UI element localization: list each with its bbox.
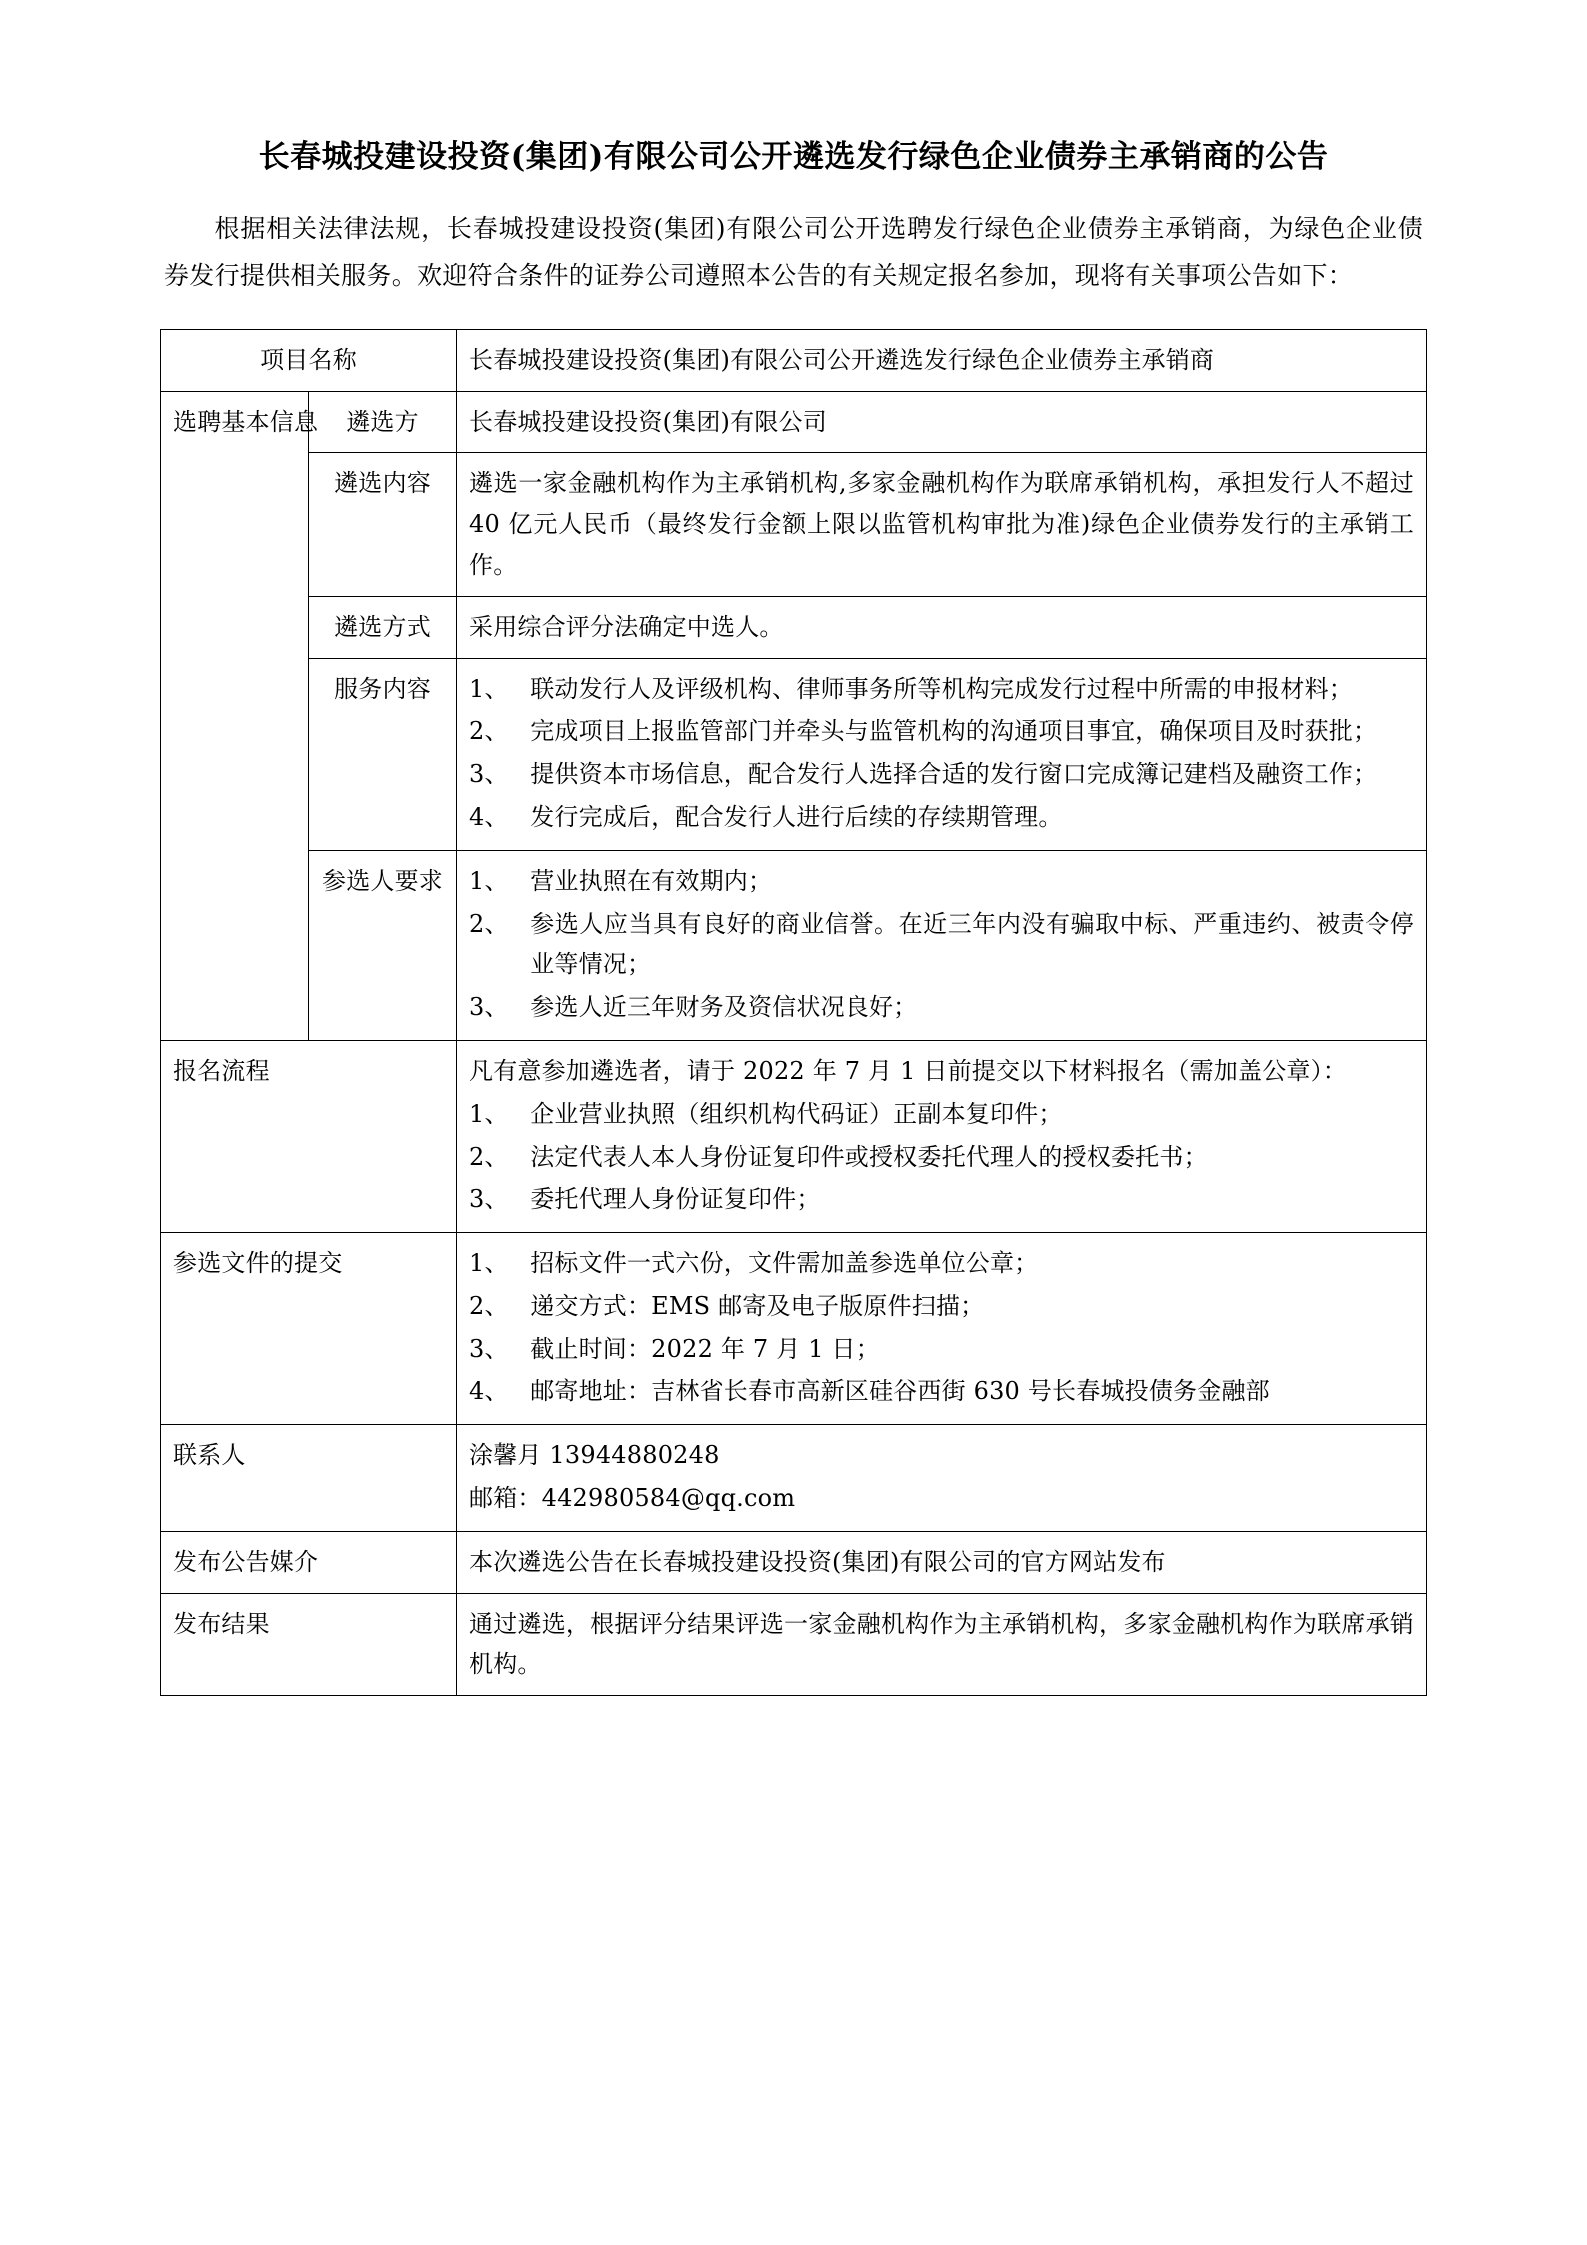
- table-row: [161, 1531, 1427, 1593]
- list-item: [469, 754, 1414, 795]
- intro-paragraph: [164, 206, 1423, 299]
- row-value-apply-process: [457, 1040, 1427, 1232]
- list-item: [469, 861, 1414, 902]
- table-row: [161, 1233, 1427, 1425]
- row-label-selection-content: 遴选内容: [309, 453, 457, 596]
- table-row: [161, 850, 1427, 1040]
- list-item-number: 2、: [469, 909, 509, 938]
- list-item-number: 3、: [469, 993, 509, 1022]
- row-value-project-name: 长春城投建设投资(集团)有限公司公开遴选发行绿色企业债券主承销商: [457, 329, 1427, 391]
- row-value-media: 本次遴选公告在长春城投建设投资(集团)有限公司的官方网站发布: [457, 1531, 1427, 1593]
- list-item-number: 4、: [469, 1377, 509, 1406]
- list-item: [469, 1371, 1414, 1412]
- list-item: [469, 904, 1414, 986]
- row-value-service-content: [457, 658, 1427, 850]
- contact-name-phone: 涂馨月 13944880248: [469, 1441, 720, 1470]
- list-item-number: 3、: [469, 760, 509, 789]
- list-item-text: 邮寄地址：吉林省长春市高新区硅谷西街 630 号长春城投债务金融部: [530, 1377, 1270, 1406]
- table-row: [161, 391, 1427, 453]
- list-item: [469, 1137, 1414, 1178]
- submission-list: [469, 1243, 1414, 1412]
- list-item-text: 委托代理人身份证复印件；: [530, 1185, 821, 1214]
- list-item: [469, 711, 1414, 752]
- row-value-contact: [457, 1425, 1427, 1532]
- list-item: [469, 1329, 1414, 1370]
- list-item-text: 截止时间：2022 年 7 月 1 日；: [530, 1334, 880, 1363]
- list-item: [469, 987, 1414, 1028]
- contact-email: 邮箱：442980584@qq.com: [469, 1484, 796, 1513]
- list-item-number: 2、: [469, 717, 509, 746]
- row-value-result: 通过遴选，根据评分结果评选一家金融机构作为主承销机构，多家金融机构作为联席承销机构。: [457, 1593, 1427, 1696]
- row-value-selection-content: 遴选一家金融机构作为主承销机构,多家金融机构作为联席承销机构，承担发行人不超过 40 亿元人民币（最终发行金额上限以监管机构审批为准)绿色企业债券发行的主承销工作。: [457, 453, 1427, 596]
- row-label-contact: 联系人: [161, 1425, 457, 1532]
- list-item: [469, 797, 1414, 838]
- service-content-list: [469, 669, 1414, 838]
- list-item-text: 完成项目上报监管部门并牵头与监管机构的沟通项目事宜，确保项目及时获批；: [530, 717, 1378, 746]
- row-label-selection-method: 遴选方式: [309, 596, 457, 658]
- list-item-number: 4、: [469, 802, 509, 831]
- list-item: [469, 1179, 1414, 1220]
- row-label-submission: 参选文件的提交: [161, 1233, 457, 1425]
- list-item: [469, 1094, 1414, 1135]
- row-value-submission: [457, 1233, 1427, 1425]
- table-row: [161, 329, 1427, 391]
- list-item-text: 法定代表人本人身份证复印件或授权委托代理人的授权委托书；: [530, 1142, 1208, 1171]
- list-item: [469, 669, 1414, 710]
- list-item-text: 企业营业执照（组织机构代码证）正副本复印件；: [530, 1099, 1063, 1128]
- announcement-table: [160, 329, 1427, 1697]
- table-row: [161, 596, 1427, 658]
- list-item-text: 提供资本市场信息，配合发行人选择合适的发行窗口完成簿记建档及融资工作；: [530, 760, 1378, 789]
- table-row: [161, 658, 1427, 850]
- list-item-number: 1、: [469, 866, 509, 895]
- row-label-apply-process: 报名流程: [161, 1040, 457, 1232]
- list-item-text: 营业执照在有效期内；: [530, 866, 773, 895]
- list-item-text: 参选人应当具有良好的商业信誉。在近三年内没有骗取中标、严重违约、被责令停业等情况；: [530, 909, 1414, 979]
- row-label-candidate-requirements: 参选人要求: [309, 850, 457, 1040]
- intro-text: 根据相关法律法规，长春城投建设投资(集团)有限公司公开选聘发行绿色企业债券主承销商，为绿色企业债券发行提供相关服务。欢迎符合条件的证券公司遵照本公告的有关规定报名参加，现将有关事项公告如下：: [164, 214, 1423, 290]
- row-label-project-name: 项目名称: [161, 329, 457, 391]
- table-row: [161, 1425, 1427, 1532]
- apply-process-lead: 凡有意参加遴选者，请于 2022 年 7 月 1 日前提交以下材料报名（需加盖公章）：: [469, 1056, 1347, 1085]
- list-item: [469, 1243, 1414, 1284]
- list-item-number: 3、: [469, 1185, 509, 1214]
- row-value-selection-method: 采用综合评分法确定中选人。: [457, 596, 1427, 658]
- apply-process-list: [469, 1094, 1414, 1220]
- row-label-media: 发布公告媒介: [161, 1531, 457, 1593]
- list-item-text: 递交方式：EMS 邮寄及电子版原件扫描；: [530, 1291, 985, 1320]
- row-label-result: 发布结果: [161, 1593, 457, 1696]
- list-item-number: 1、: [469, 1249, 509, 1278]
- list-item-number: 1、: [469, 674, 509, 703]
- table-row: [161, 453, 1427, 596]
- row-label-basic-info: 选聘基本信息: [161, 391, 309, 1040]
- candidate-requirements-list: [469, 861, 1414, 1028]
- row-label-selector: 遴选方: [309, 391, 457, 453]
- list-item-number: 3、: [469, 1334, 509, 1363]
- list-item-number: 1、: [469, 1099, 509, 1128]
- list-item-text: 联动发行人及评级机构、律师事务所等机构完成发行过程中所需的申报材料；: [530, 674, 1353, 703]
- page-title: 长春城投建设投资(集团)有限公司公开遴选发行绿色企业债券主承销商的公告: [258, 139, 1329, 175]
- list-item-text: 招标文件一式六份，文件需加盖参选单位公章；: [530, 1249, 1039, 1278]
- list-item-text: 参选人近三年财务及资信状况良好；: [530, 993, 918, 1022]
- row-value-selector: 长春城投建设投资(集团)有限公司: [457, 391, 1427, 453]
- table-row: [161, 1593, 1427, 1696]
- list-item-number: 2、: [469, 1142, 509, 1171]
- list-item-number: 2、: [469, 1291, 509, 1320]
- row-label-service-content: 服务内容: [309, 658, 457, 850]
- table-row: [161, 1040, 1427, 1232]
- row-value-candidate-requirements: [457, 850, 1427, 1040]
- list-item-text: 发行完成后，配合发行人进行后续的存续期管理。: [530, 802, 1063, 831]
- list-item: [469, 1286, 1414, 1327]
